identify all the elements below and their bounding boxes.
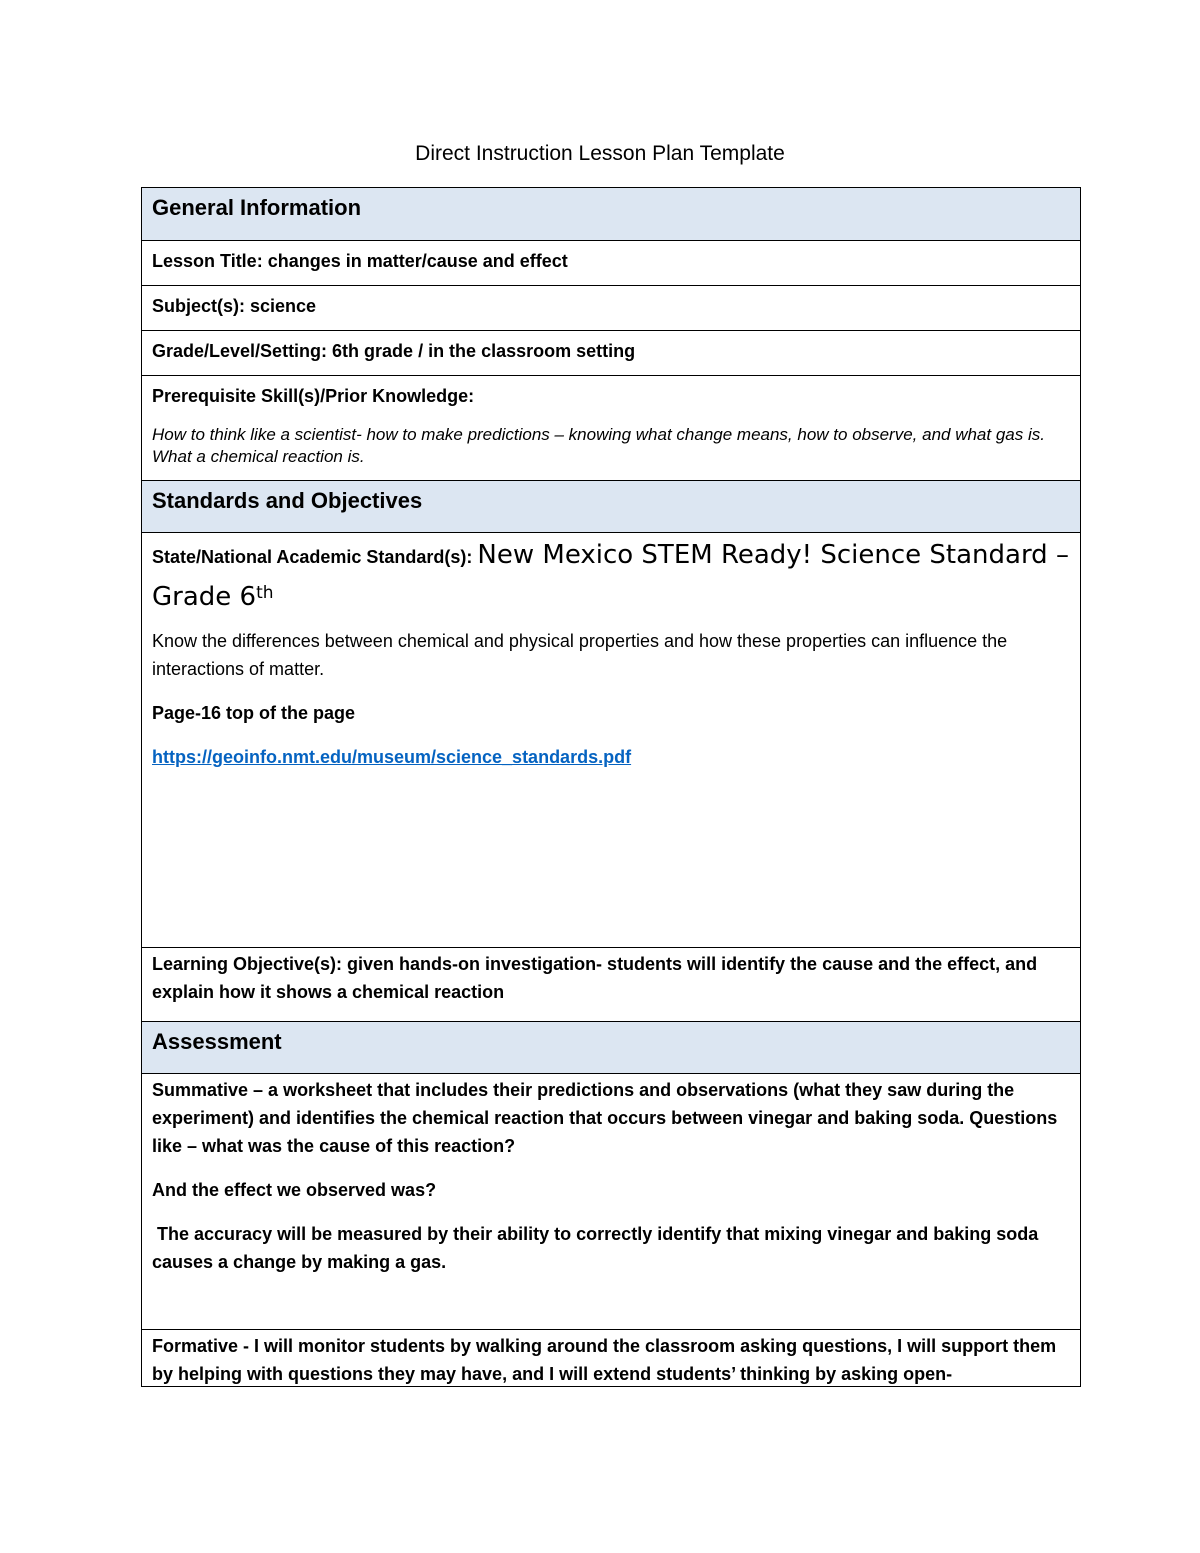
subjects-text: Subject(s): science [152,296,317,316]
objective-row [142,948,1080,1022]
prerequisite-text: How to think like a scientist- how to make predictions – knowing what change means, how to observe, and what gas is. What a chemical reaction is. [152,425,1045,466]
page-reference: Page-16 top of the page [152,703,356,723]
standard-heading [152,537,1070,617]
lesson-plan-table [141,187,1081,1387]
summative-row [142,1074,1080,1330]
effect-question: And the effect we observed was? [152,1180,437,1200]
standard-superscript: th [256,583,274,603]
section-header-standards: Standards and Objectives [142,481,1080,533]
section-header-assessment: Assessment [142,1022,1080,1074]
grade-text: Grade/Level/Setting: 6th grade / in the classroom setting [152,341,636,361]
summative-text: Summative – a worksheet that includes their predictions and observations (what they saw during the experiment) and identifies the chemical reaction that occurs between vinegar and baking soda. Questions like – what was the cause of this reaction? [152,1080,1058,1156]
formative-row [142,1330,1080,1387]
objective-text: Learning Objective(s): given hands-on investigation- students will identify the cause and the effect, and explain how it shows a chemical reaction [152,954,1038,1002]
standards-row [142,533,1080,948]
accuracy-text: The accuracy will be measured by their ability to correctly identify that mixing vinegar and baking soda causes a change by making a gas. [152,1224,1044,1272]
standard-name: New Mexico STEM Ready! Science Standard – Grade 6 [152,540,1069,612]
lesson-title-text: Lesson Title: changes in matter/cause and effect [152,251,568,271]
standards-link[interactable]: https://geoinfo.nmt.edu/museum/science_standards.pdf [152,747,632,767]
standard-label: State/National Academic Standard(s): [152,547,478,567]
section-header-general: General Information [142,188,1080,241]
document-title: Direct Instruction Lesson Plan Template [415,142,785,165]
standard-description: Know the differences between chemical and physical properties and how these properties can influence the interactions of matter. [152,631,1008,679]
prerequisite-row [142,376,1080,481]
subjects-row [142,286,1080,331]
formative-text: Formative - I will monitor students by walking around the classroom asking questions, I will support them by helping with questions they may have, and I will extend students’ thinking by asking open- [152,1336,1057,1384]
grade-row [142,331,1080,376]
lesson-title-row [142,241,1080,286]
prerequisite-label: Prerequisite Skill(s)/Prior Knowledge: [152,386,475,406]
